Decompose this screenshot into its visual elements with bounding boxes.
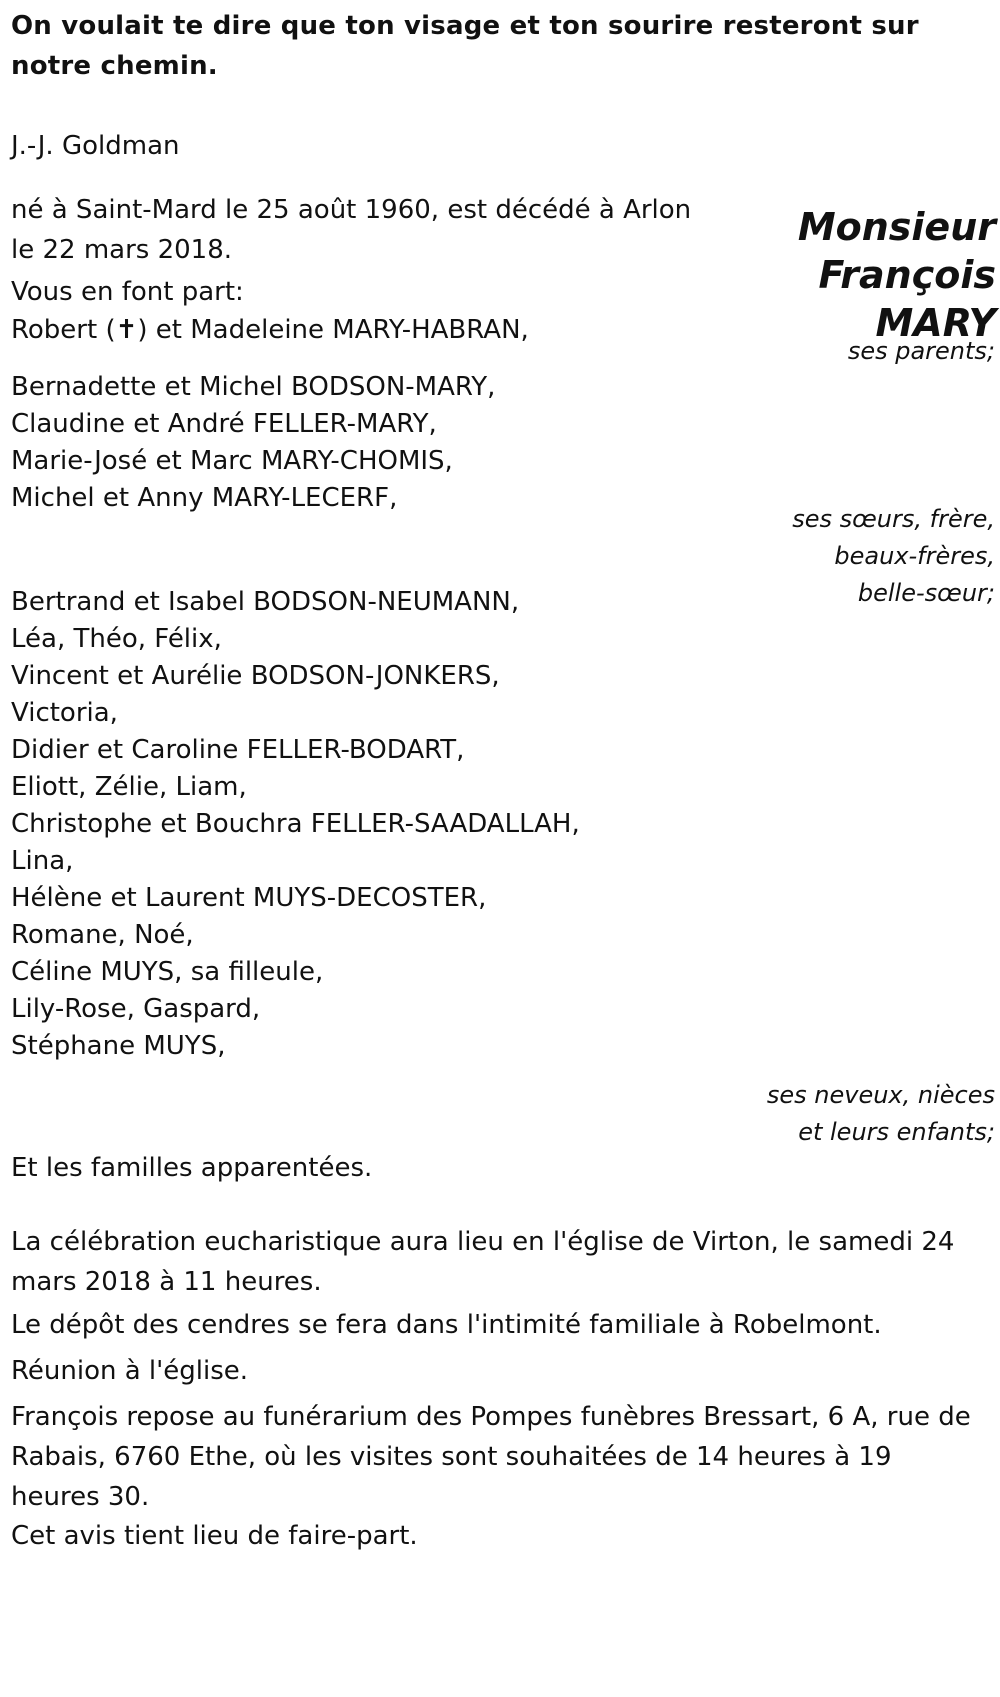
closing-text: Cet avis tient lieu de faire-part. — [11, 1521, 418, 1551]
deceased-name — [736, 203, 996, 347]
nephew-line: Didier et Caroline FELLER-BODART, — [11, 735, 465, 765]
nephew-line: Victoria, — [11, 698, 118, 728]
families-text: Et les familles apparentées. — [11, 1153, 373, 1183]
epigraph-quote: On voulait te dire que ton visage et ton sourire resteront sur notre chemin. — [11, 11, 919, 81]
nephew-line: Léa, Théo, Félix, — [11, 624, 222, 654]
siblings-relation-line: ses sœurs, frère, — [792, 505, 995, 533]
birth-death-text: né à Saint-Mard le 25 août 1960, est décédé à Arlon le 22 mars 2018. — [11, 195, 692, 265]
announcement-text: Vous en font part: — [11, 277, 244, 307]
parents-relation: ses parents; — [847, 337, 995, 365]
nephew-line: Hélène et Laurent MUYS-DECOSTER, — [11, 883, 487, 913]
funeral-home-text: François repose au funérarium des Pompes funèbres Bressart, 6 A, rue de Rabais, 6760 Ethe, où les visites sont souhaitées de 14 heures à 19 heures 30. — [11, 1402, 971, 1512]
ashes-text: Le dépôt des cendres se fera dans l'intimité familiale à Robelmont. — [11, 1310, 882, 1340]
nephew-line: Vincent et Aurélie BODSON-JONKERS, — [11, 661, 500, 691]
siblings-relation-line: beaux-frères, — [834, 542, 995, 570]
deceased-first-name: François — [818, 253, 996, 297]
deceased-last-name: MARY — [875, 301, 996, 345]
nephew-line: Lily-Rose, Gaspard, — [11, 994, 261, 1024]
nephew-line: Eliott, Zélie, Liam, — [11, 772, 247, 802]
ceremony-text: La célébration eucharistique aura lieu en l'église de Virton, le samedi 24 mars 2018 à 11 heures. — [11, 1227, 955, 1297]
deceased-title: Monsieur — [797, 205, 996, 249]
nephews-relation-line: et leurs enfants; — [798, 1118, 995, 1146]
nephew-line: Stéphane MUYS, — [11, 1031, 226, 1061]
parents-line: Robert (✝) et Madeleine MARY-HABRAN, — [11, 315, 529, 345]
sibling-line: Claudine et André FELLER-MARY, — [11, 409, 437, 439]
sibling-line: Marie-José et Marc MARY-CHOMIS, — [11, 446, 453, 476]
nephew-line: Bertrand et Isabel BODSON-NEUMANN, — [11, 587, 520, 617]
sibling-line: Michel et Anny MARY-LECERF, — [11, 483, 398, 513]
nephew-line: Lina, — [11, 846, 74, 876]
meeting-text: Réunion à l'église. — [11, 1356, 249, 1386]
nephew-line: Romane, Noé, — [11, 920, 194, 950]
nephews-relation-line: ses neveux, nièces — [766, 1081, 995, 1109]
quote-author: J.-J. Goldman — [11, 131, 180, 161]
nephew-line: Christophe et Bouchra FELLER-SAADALLAH, — [11, 809, 580, 839]
sibling-line: Bernadette et Michel BODSON-MARY, — [11, 372, 496, 402]
nephew-line: Céline MUYS, sa filleule, — [11, 957, 324, 987]
siblings-relation-line: belle-sœur; — [857, 579, 995, 607]
